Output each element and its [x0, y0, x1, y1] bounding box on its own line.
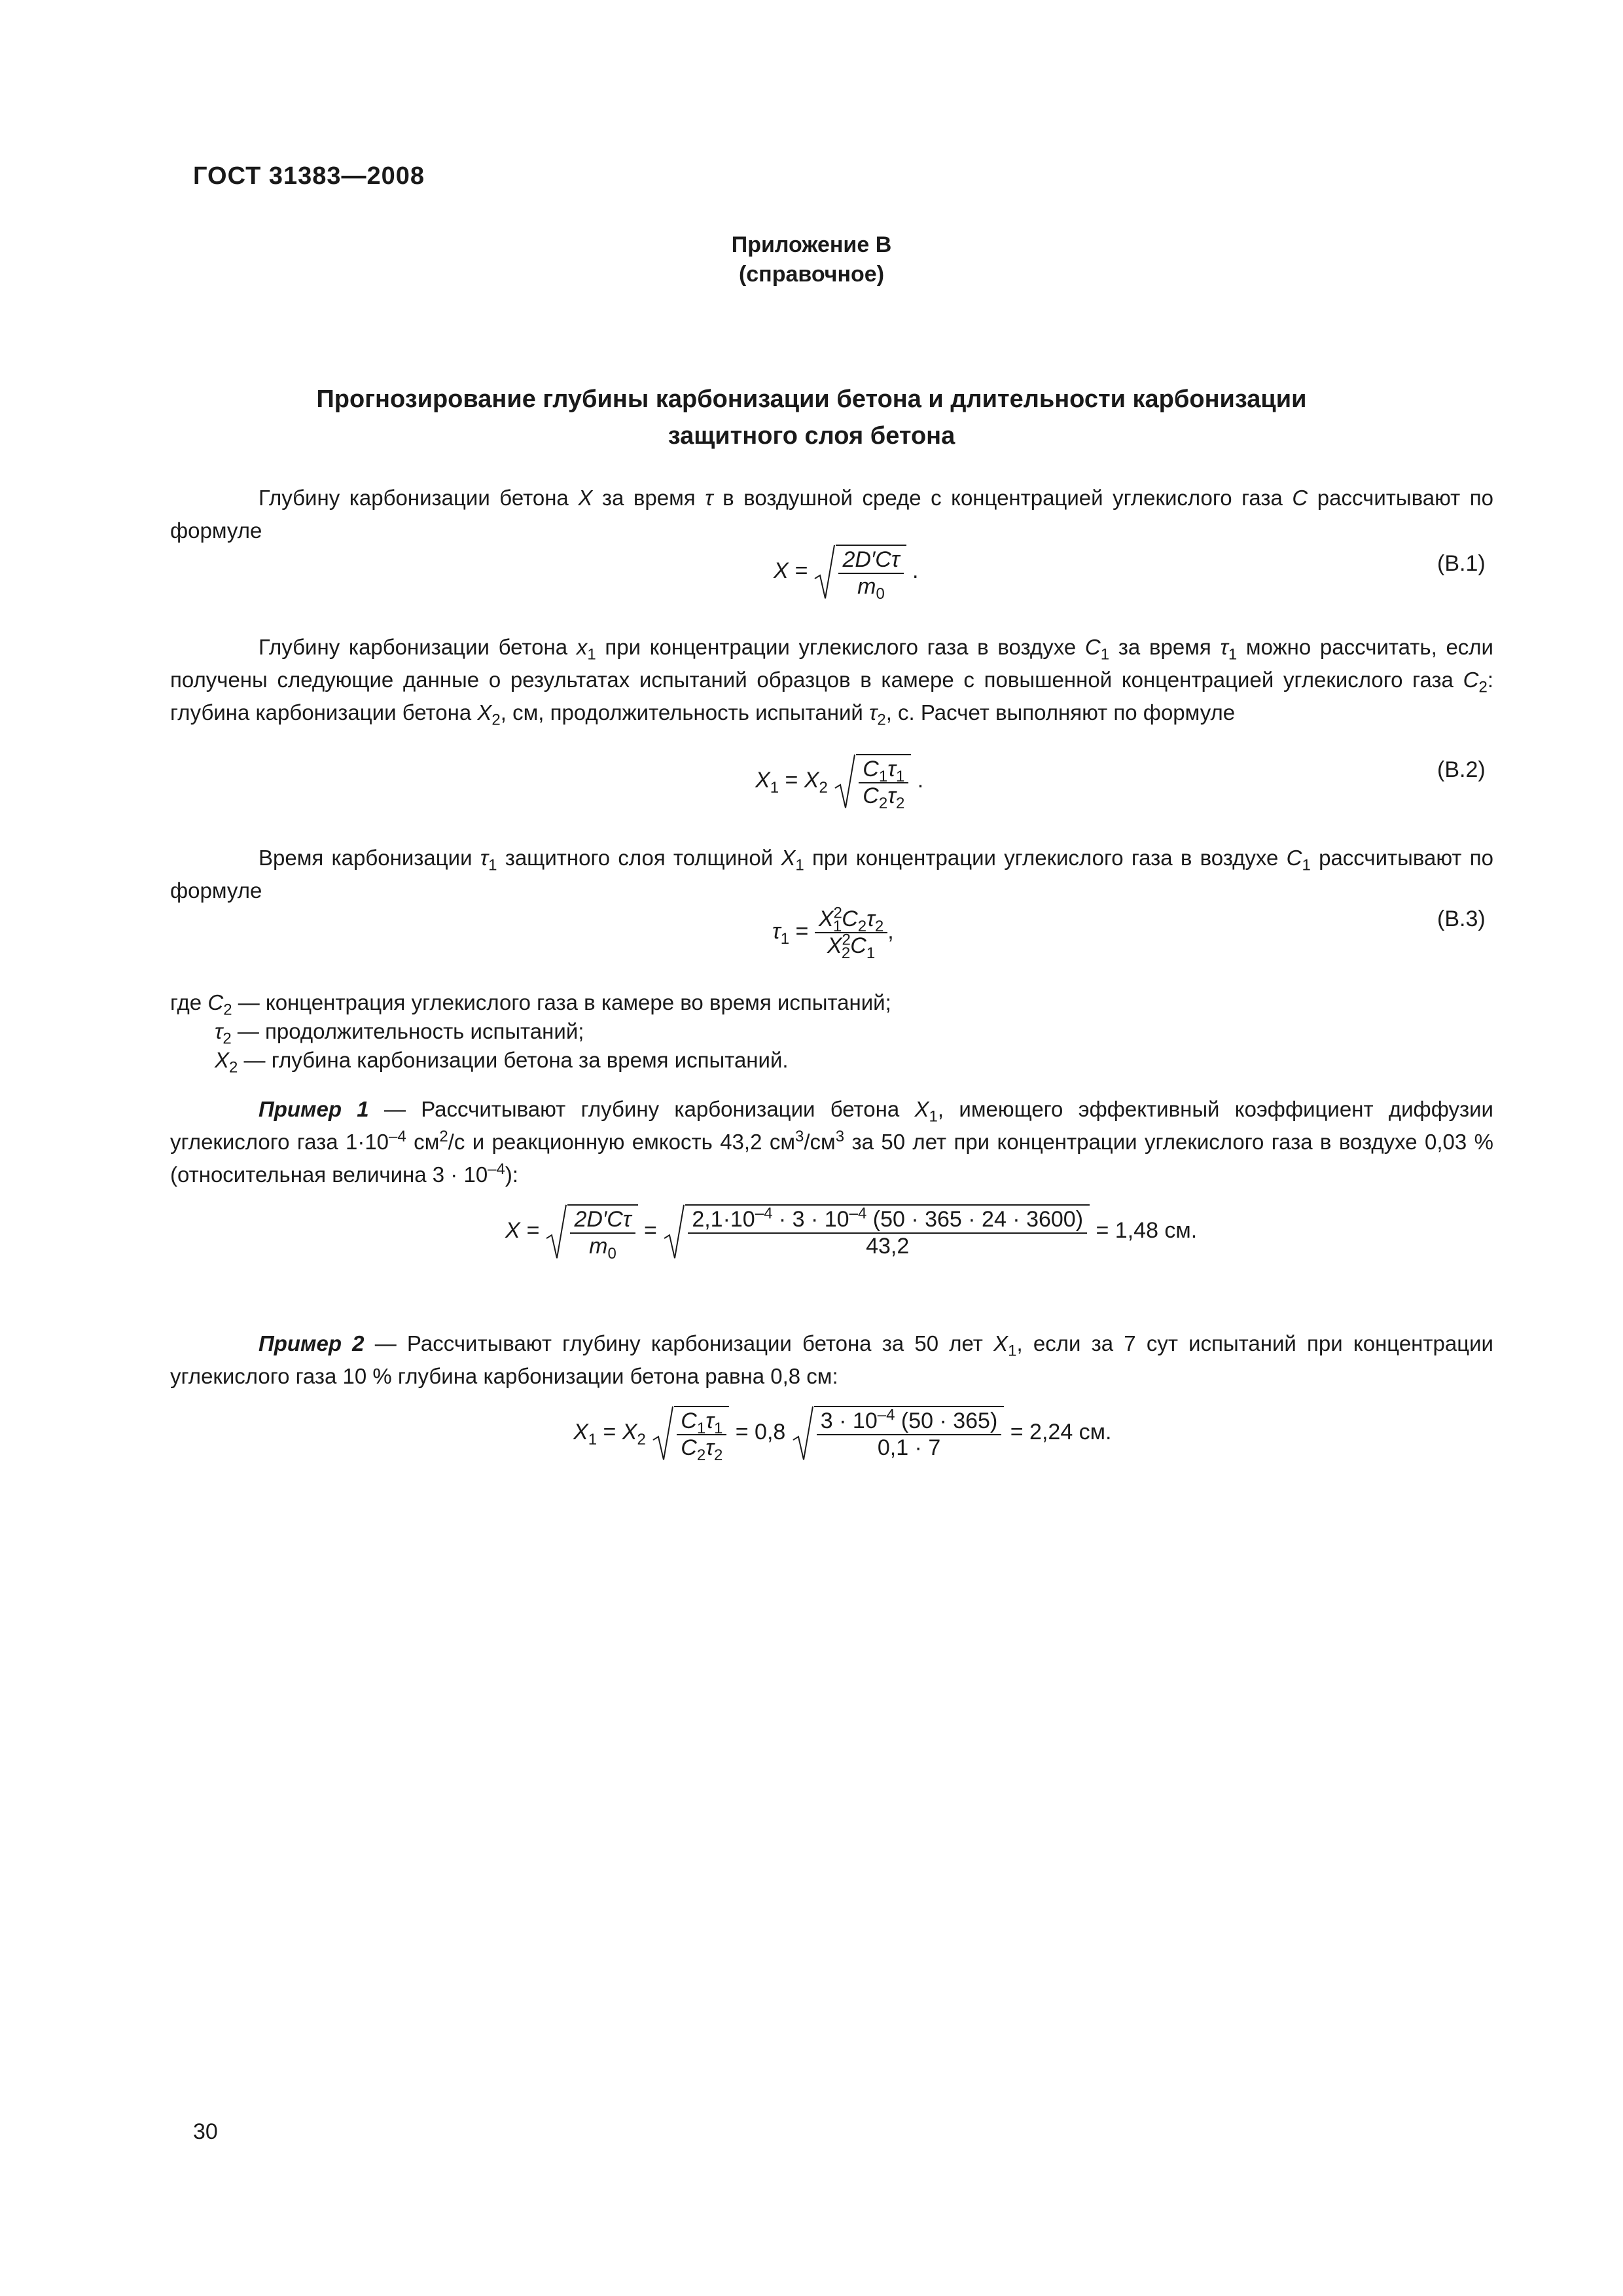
example-2-formula: $X_1 = X_2$ $\frac{C_1\tau_1}{C_2\tau_2}$ = 0,8 $\frac{3 \cdot 10^{-4} (50 \cdot 365)}{0,1 \cdot 7}$ = 2,24 см.: [573, 1406, 1112, 1464]
appendix-note: (справочное): [738, 262, 885, 287]
radical: [792, 1406, 1005, 1461]
fraction: $\frac{3 \cdot 10^{-4} (50 \cdot 365)}{0,1 \cdot 7}$: [817, 1408, 1002, 1461]
appendix-title: [0, 381, 1623, 454]
formula-label-b1: (В.1): [1437, 551, 1486, 576]
radical: [663, 1204, 1090, 1259]
where-item-x2: $X_2$ — глубина карбонизации бетона за время испытаний.: [215, 1048, 789, 1077]
formula-b2: $X_1 = X_2$ $\frac{C_1\tau_1}{C_2\tau_2}$ .: [755, 754, 923, 809]
formula-label-b2: (В.2): [1437, 757, 1486, 782]
radical: [813, 545, 906, 603]
radical: [652, 1406, 729, 1464]
fraction: $\frac{C_1\tau_1}{C_2\tau_2}$: [677, 1408, 726, 1461]
fraction: $\frac{C_1\tau_1}{C_2\tau_2}$: [859, 757, 908, 809]
paragraph-3: Время карбонизации $\tau_1$ защитного слоя толщиной $X_1$ при концентрации углекислого газа в воздухе $C_1$ рассчитывают по формуле: [170, 846, 1493, 903]
where-list: [170, 988, 891, 1075]
example-2-text: Пример 2 — Рассчитывают глубину карбонизации бетона за 50 лет $X_1$, если за 7 сут испытаний при концентрации углекислого газа 10 % глубина карбонизации бетона равна 0,8 см:: [170, 1331, 1493, 1388]
document-code: ГОСТ 31383—2008: [193, 162, 425, 190]
formula-b1: X = $\frac{2D'C\tau}{m_0}$ .: [774, 545, 918, 600]
example-1-text: Пример 1 — Рассчитывают глубину карбонизации бетона $X_1$, имеющего эффективный коэффициент диффузии углекислого газа $1\cdot 10^{-4}$ $см^2/с$ и реакционную емкость 43,2 $см^3/см^3$ за 50 лет при концентрации углекислого газа в воздухе 0,03 % (относительная величина $3 \cdot 10^{-4}$):: [170, 1097, 1493, 1187]
fraction: $\frac{2,1\cdot 10^{-4} \cdot 3 \cdot 10^{-4} (50 \cdot 365 \cdot 24 \cdot 3600)}{43,2}$: [688, 1207, 1087, 1259]
formula-label-b3: (В.3): [1437, 906, 1486, 931]
title-line-1: Прогнозирование глубины карбонизации бетона и длительности карбонизации: [316, 386, 1307, 413]
paragraph-1: Глубину карбонизации бетона X за время τ в воздушной среде с концентрацией углекислого газа C рассчитывают по формуле: [170, 486, 1493, 543]
appendix-label: Приложение В: [731, 232, 892, 257]
radical: [834, 754, 911, 812]
where-item-tau2: $\tau_2$ — продолжительность испытаний;: [215, 1019, 584, 1048]
fraction: $\frac{2D'C\tau}{m_0}$: [838, 547, 903, 600]
fraction: $\frac{X^2_1C_2\tau_2}{X^2_2C_1}$: [815, 906, 887, 959]
fraction: $\frac{2D'C\tau}{m_0}$: [570, 1207, 635, 1259]
title-line-2: защитного слоя бетона: [668, 422, 955, 450]
radical: [545, 1204, 637, 1263]
example-1-formula: X = $\frac{2D'C\tau}{m_0}$ = $\frac{2,1\cdot 10^{-4} \cdot 3 \cdot 10^{-4} (50 \cdot 365 \cdot 24 \cdot 3600)}{43,2}$ = 1,48 см.: [505, 1204, 1198, 1263]
where-item-c2: где $C_2$ — концентрация углекислого газа в камере во время испытаний;: [170, 990, 891, 1019]
page-number: 30: [193, 2119, 218, 2144]
paragraph-2: Глубину карбонизации бетона $x_1$ при концентрации углекислого газа в воздухе $C_1$ за время $\tau_1$ можно рассчитать, если получены следующие данные о результатах испытаний образцов в камере с повышенной концентрацией углекислого газа $C_2$: глубина карбонизации бетона $X_2$, см, продолжительность испытаний $\tau_2$, с. Расчет выполняют по формуле: [170, 635, 1493, 729]
formula-b3: $\tau_1$ = $\frac{X^2_1C_2\tau_2}{X^2_2C_1}$ ,: [772, 904, 894, 962]
